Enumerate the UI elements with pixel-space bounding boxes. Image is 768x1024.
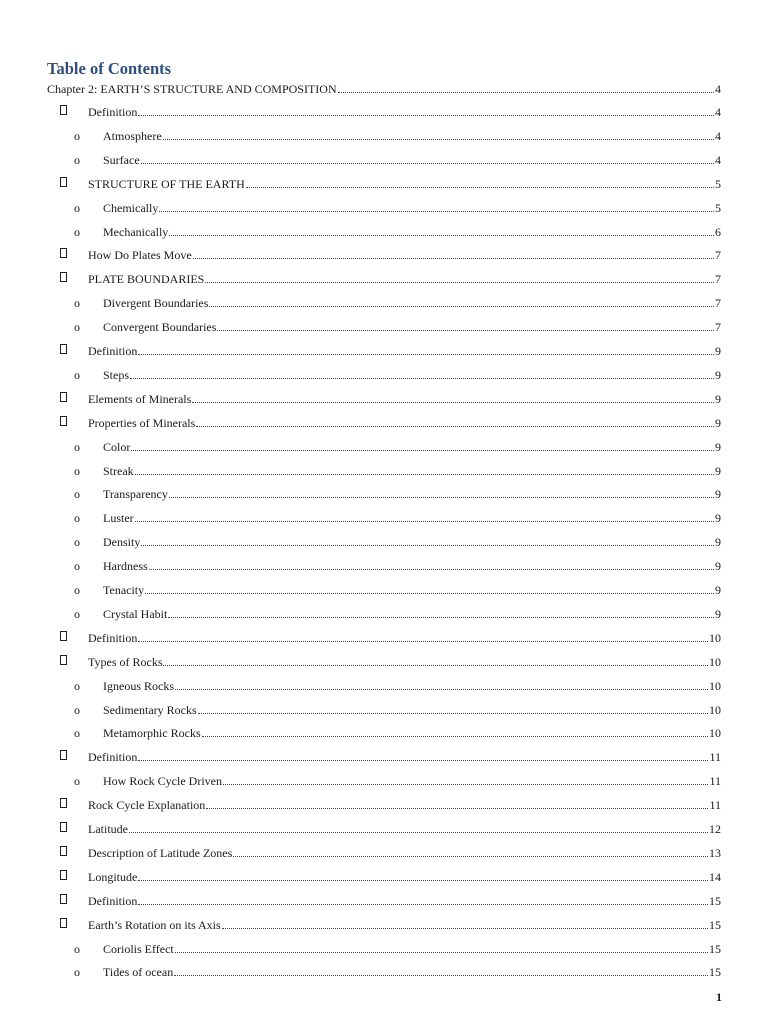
- toc-entry-page: 9: [715, 559, 721, 574]
- circle-bullet-icon: o: [74, 320, 80, 335]
- dot-leader: [138, 353, 714, 355]
- toc-entry-page: 4: [715, 82, 721, 96]
- toc-entry[interactable]: [74, 316, 721, 334]
- circle-bullet-icon: o: [74, 128, 80, 143]
- toc-entry-page: 9: [715, 487, 721, 502]
- toc-entry[interactable]: [60, 746, 721, 764]
- circle-bullet-icon: o: [74, 487, 80, 502]
- toc-entry-page: 9: [715, 391, 721, 406]
- toc-entry-page: 7: [715, 296, 721, 311]
- square-bullet-icon: [60, 750, 88, 764]
- dot-leader: [205, 281, 714, 283]
- square-bullet-icon: [60, 655, 88, 669]
- square-bullet-icon: [60, 105, 88, 119]
- toc-entry[interactable]: [60, 412, 721, 430]
- circle-bullet-icon: o: [74, 583, 80, 597]
- bullet-box: [60, 798, 67, 808]
- dot-leader: [129, 831, 708, 833]
- bullet-box: [60, 631, 67, 641]
- toc-entry-page: 10: [709, 678, 721, 693]
- toc-entry-page: 5: [715, 176, 721, 191]
- toc-entry-label: Surface: [103, 152, 140, 167]
- toc-entry-label: Chemically: [103, 200, 159, 215]
- circle-bullet-icon: o: [74, 511, 80, 526]
- circle-bullet-icon: o: [74, 200, 80, 215]
- toc-entry[interactable]: [60, 651, 721, 669]
- toc-entry-label: Steps: [103, 367, 130, 382]
- toc-entry[interactable]: [60, 866, 721, 884]
- square-bullet-icon: [60, 344, 88, 358]
- square-bullet-icon: [60, 177, 88, 191]
- square-bullet-icon: [60, 392, 88, 406]
- toc-entry-label: How Rock Cycle Driven: [103, 774, 222, 789]
- toc-entry[interactable]: [74, 770, 721, 788]
- toc-entry-label: Transparency: [103, 487, 168, 502]
- toc-entry-page: 9: [715, 511, 721, 526]
- toc-entry-label: Metamorphic Rocks: [103, 726, 201, 741]
- dot-leader: [217, 329, 714, 331]
- dot-leader: [198, 712, 708, 714]
- square-bullet-icon: [60, 918, 88, 932]
- circle-bullet-icon: o: [74, 678, 80, 693]
- toc-entry[interactable]: [74, 699, 721, 717]
- bullet-box: [60, 177, 67, 187]
- dot-leader: [174, 974, 708, 976]
- toc-entry-page: 13: [709, 845, 721, 860]
- toc-entry-label: Density: [103, 535, 141, 550]
- toc-entry-page: 9: [715, 415, 721, 430]
- toc-entry-page: 7: [715, 320, 721, 335]
- dot-leader: [163, 138, 714, 140]
- toc-entry-page: 11: [709, 774, 721, 789]
- toc-entry-page: 11: [709, 798, 721, 813]
- bullet-box: [60, 894, 67, 904]
- bullet-box: [60, 105, 67, 115]
- circle-bullet-icon: o: [74, 535, 80, 550]
- dot-leader: [193, 257, 714, 259]
- toc-entry-label: Color: [103, 439, 131, 454]
- toc-entry[interactable]: [60, 268, 721, 286]
- toc-entry-page: 10: [709, 726, 721, 741]
- dot-leader: [131, 449, 714, 451]
- bullet-box: [60, 272, 67, 282]
- dot-leader: [141, 544, 714, 546]
- square-bullet-icon: [60, 416, 88, 430]
- toc-entry-page: 12: [709, 822, 721, 836]
- circle-bullet-icon: o: [74, 559, 80, 574]
- toc-entry-page: 9: [715, 606, 721, 621]
- toc-entry-label: Properties of Minerals: [88, 415, 196, 430]
- toc-entry-label: Chapter 2: EARTH’S STRUCTURE AND COMPOSITION: [47, 82, 337, 96]
- toc-entry[interactable]: [74, 579, 721, 597]
- toc-entry-label: Earth’s Rotation on its Axis: [88, 917, 221, 932]
- square-bullet-icon: [60, 798, 88, 812]
- bullet-box: [60, 870, 67, 880]
- toc-entry-label: Coriolis Effect: [103, 941, 174, 956]
- dot-leader: [163, 664, 708, 666]
- dot-leader: [138, 759, 708, 761]
- toc-entry-label: Description of Latitude Zones: [88, 845, 233, 860]
- toc-entry[interactable]: [74, 507, 721, 525]
- bullet-box: [60, 655, 67, 665]
- dot-leader: [175, 951, 708, 953]
- toc-entry[interactable]: [60, 173, 721, 191]
- dot-leader: [222, 927, 708, 929]
- toc-entry-label: Streak: [103, 463, 134, 478]
- dot-leader: [135, 473, 714, 475]
- toc-entry-page: 15: [709, 917, 721, 932]
- toc-entry[interactable]: [74, 483, 721, 501]
- toc-entry[interactable]: [60, 244, 721, 262]
- circle-bullet-icon: o: [74, 774, 80, 789]
- toc-entry[interactable]: [74, 364, 721, 382]
- toc-entry[interactable]: [74, 555, 721, 573]
- toc-entry-label: Tides of ocean: [103, 965, 174, 980]
- toc-entry-page: 7: [715, 272, 721, 287]
- circle-bullet-icon: o: [74, 702, 80, 717]
- toc-entry[interactable]: [60, 818, 721, 836]
- toc-entry-label: Mechanically: [103, 224, 169, 239]
- toc-entry[interactable]: [60, 388, 721, 406]
- toc-entry-page: 9: [715, 367, 721, 382]
- toc-entry-page: 6: [715, 224, 721, 239]
- toc-entry[interactable]: [74, 961, 721, 979]
- toc-entry-page: 9: [715, 463, 721, 478]
- toc-entry-label: Definition: [88, 105, 138, 119]
- bullet-box: [60, 918, 67, 928]
- toc-entry[interactable]: [74, 938, 721, 956]
- bullet-box: [60, 750, 67, 760]
- toc-entry-label: Tenacity: [103, 583, 145, 597]
- toc-entry[interactable]: [60, 890, 721, 908]
- circle-bullet-icon: o: [74, 965, 80, 980]
- dot-leader: [138, 640, 708, 642]
- toc-entry[interactable]: [74, 292, 721, 310]
- toc-entry-page: 9: [715, 344, 721, 358]
- toc-entry[interactable]: [74, 125, 721, 143]
- bullet-box: [60, 846, 67, 856]
- toc-entry-page: 5: [715, 200, 721, 215]
- toc-entry-label: Definition: [88, 630, 138, 645]
- toc-entry-page: 10: [709, 630, 721, 645]
- toc-entry-page: 4: [715, 128, 721, 143]
- toc-entry-label: Definition: [88, 344, 138, 358]
- toc-entry[interactable]: [74, 149, 721, 167]
- toc-entry-page: 7: [715, 248, 721, 263]
- toc-entry[interactable]: [74, 675, 721, 693]
- dot-leader: [338, 91, 714, 93]
- square-bullet-icon: [60, 248, 88, 262]
- toc-entry[interactable]: [60, 794, 721, 812]
- bullet-box: [60, 392, 67, 402]
- toc-entry-page: 15: [709, 941, 721, 956]
- toc-entry-label: Definition: [88, 750, 138, 765]
- dot-leader: [149, 568, 714, 570]
- toc-entry-label: Latitude: [88, 822, 128, 836]
- toc-heading: Table of Contents: [47, 59, 172, 78]
- toc-entry-label: Types of Rocks: [88, 654, 163, 669]
- dot-leader: [135, 520, 714, 522]
- toc-entry-page: 14: [709, 869, 721, 884]
- toc-entry[interactable]: [60, 914, 721, 932]
- circle-bullet-icon: o: [74, 439, 80, 454]
- dot-leader: [138, 903, 708, 905]
- square-bullet-icon: [60, 846, 88, 860]
- toc-entry[interactable]: [74, 436, 721, 454]
- toc-entry[interactable]: [74, 531, 721, 549]
- dot-leader: [169, 234, 714, 236]
- toc-entry-label: Crystal Habit: [103, 606, 168, 621]
- dot-leader: [192, 401, 714, 403]
- dot-leader: [145, 592, 714, 594]
- dot-leader: [196, 425, 714, 427]
- toc-entry[interactable]: [60, 627, 721, 645]
- circle-bullet-icon: o: [74, 463, 80, 478]
- toc-entry-label: Convergent Boundaries: [103, 320, 217, 335]
- bullet-box: [60, 248, 67, 258]
- dot-leader: [141, 162, 714, 164]
- circle-bullet-icon: o: [74, 726, 80, 741]
- dot-leader: [209, 305, 714, 307]
- toc-entry-page: 15: [709, 965, 721, 980]
- toc-entry-label: Igneous Rocks: [103, 678, 174, 693]
- circle-bullet-icon: o: [74, 941, 80, 956]
- toc-entry-label: Rock Cycle Explanation: [88, 798, 206, 813]
- toc-entry[interactable]: [60, 101, 721, 119]
- square-bullet-icon: [60, 870, 88, 884]
- toc-entry-page: 9: [715, 535, 721, 550]
- toc-entry-page: 11: [709, 750, 721, 765]
- circle-bullet-icon: o: [74, 367, 80, 382]
- dot-leader: [130, 377, 714, 379]
- toc-entry-page: 4: [715, 105, 721, 119]
- toc-entry-label: Sedimentary Rocks: [103, 702, 197, 717]
- toc-entry-label: Atmosphere: [103, 128, 162, 143]
- dot-leader: [202, 735, 708, 737]
- toc-entry-label: STRUCTURE OF THE EARTH: [88, 176, 245, 191]
- dot-leader: [206, 807, 708, 809]
- square-bullet-icon: [60, 894, 88, 908]
- toc-entry[interactable]: [74, 221, 721, 239]
- dot-leader: [138, 114, 714, 116]
- dot-leader: [168, 616, 714, 618]
- circle-bullet-icon: o: [74, 296, 80, 311]
- square-bullet-icon: [60, 822, 88, 836]
- circle-bullet-icon: o: [74, 606, 80, 621]
- dot-leader: [169, 496, 714, 498]
- toc-entry[interactable]: [74, 197, 721, 215]
- bullet-box: [60, 822, 67, 832]
- toc-entry-page: 4: [715, 152, 721, 167]
- toc-entry-label: Divergent Boundaries: [103, 296, 209, 311]
- toc-entry-label: Luster: [103, 511, 134, 526]
- toc-entry[interactable]: [74, 603, 721, 621]
- dot-leader: [175, 688, 708, 690]
- toc-entry-label: Definition: [88, 893, 138, 908]
- toc-entry-label: Elements of Minerals: [88, 391, 192, 406]
- toc-entry-label: Hardness: [103, 559, 148, 574]
- toc-entry[interactable]: [60, 340, 721, 358]
- toc-entry[interactable]: [47, 78, 721, 96]
- toc-entry-page: 9: [715, 439, 721, 454]
- square-bullet-icon: [60, 631, 88, 645]
- bullet-box: [60, 416, 67, 426]
- toc-entry-page: 9: [715, 583, 721, 597]
- dot-leader: [138, 879, 708, 881]
- dot-leader: [246, 186, 714, 188]
- toc-entry-page: 15: [709, 893, 721, 908]
- dot-leader: [223, 783, 708, 785]
- circle-bullet-icon: o: [74, 152, 80, 167]
- toc-entry-page: 10: [709, 702, 721, 717]
- bullet-box: [60, 344, 67, 354]
- square-bullet-icon: [60, 272, 88, 286]
- toc-entry-label: Longitude: [88, 869, 138, 884]
- toc-entry-label: PLATE BOUNDARIES: [88, 272, 205, 287]
- dot-leader: [233, 855, 708, 857]
- circle-bullet-icon: o: [74, 224, 80, 239]
- toc-entry[interactable]: [74, 460, 721, 478]
- toc-entry-label: How Do Plates Move: [88, 248, 192, 263]
- toc-entry-page: 10: [709, 654, 721, 669]
- page-number: 1: [716, 990, 722, 1004]
- toc-entry[interactable]: [60, 842, 721, 860]
- dot-leader: [159, 210, 714, 212]
- toc-entry[interactable]: [74, 722, 721, 740]
